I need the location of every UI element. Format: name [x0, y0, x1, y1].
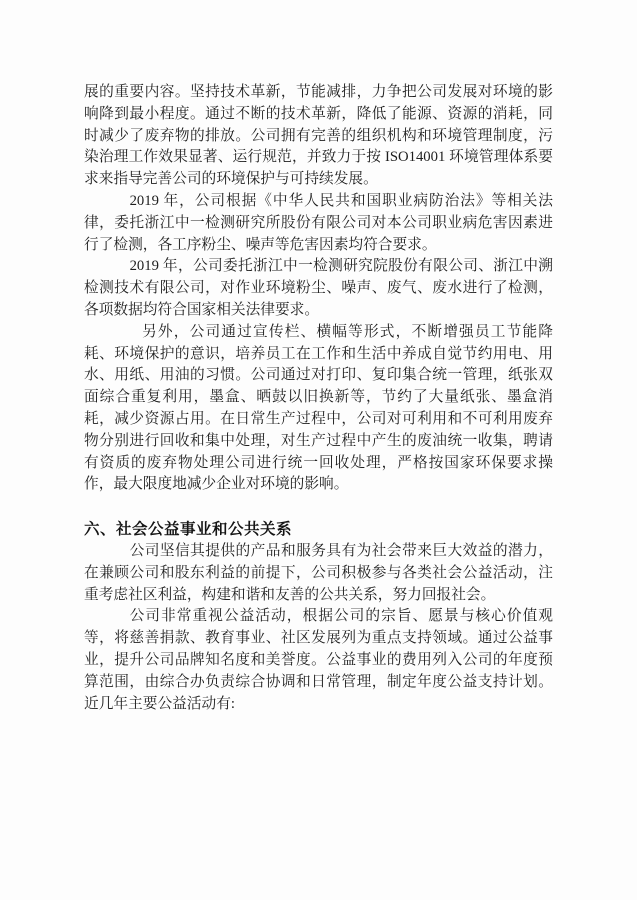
paragraph-social-benefit-commitment: 公司坚信其提供的产品和服务具有为社会带来巨大效益的潜力，在兼顾公司和股东利益的前提下，公司积极参与各类社会公益活动，注重考虑社区利益，构建和谐和友善的公共关系，努力回报社会。 — [84, 542, 553, 603]
paragraph-work-environment-testing: 2019 年，公司委托浙江中一检测研究院股份有限公司、浙江中溯检测技术有限公司，对作业环境粉尘、噪声、废气、废水进行了检测，各项数据均符合国家相关法律要求。 — [84, 258, 553, 318]
paragraph-energy-saving-recycling: 另外，公司通过宣传栏、横幅等形式，不断增强员工节能降耗、环境保护的意识，培养员工在工作和生活中养成自觉节约用电、用水、用纸、用油的习惯。公司通过对打印、复印集合统一管理，纸张双面综合重复利用，墨盒、晒鼓以旧换新等，节约了大量纸张、墨盒消耗，减少资源占用。在日常生产过程中，公司对可利用和不可利用废弃物分别进行回收和集中处理，对生产过程中产生的废油统一收集，聘请有资质的废弃物处理公司进行统一回收处理，严格按国家环保要求操作，最大限度地减少企业对环境的影响。 — [84, 323, 553, 493]
paragraph-occupational-disease-testing: 2019 年，公司根据《中华人民共和国职业病防治法》等相关法律，委托浙江中一检测研究所股份有限公司对本公司职业病危害因素进行了检测，各工序粉尘、噪声等危害因素均符合要求。 — [84, 192, 553, 253]
paragraph-charity-activities: 公司非常重视公益活动，根据公司的宗旨、愿景与核心价值观等，将慈善捐款、教育事业、社区发展列为重点支持领域。通过公益事业，提升公司品牌知名度和美誉度。公益事业的费用列入公司的年度预算范围，由综合办负责综合协调和日常管理，制定年度公益支持计划。近几年主要公益活动有: — [84, 608, 553, 712]
section-heading-public-welfare: 六、社会公益事业和公共关系 — [84, 521, 293, 539]
paragraph-environment-continuation: 展的重要内容。坚持技术革新，节能减排，力争把公司发展对环境的影响降到最小程度。通过不断的技术革新，降低了能源、资源的消耗，同时减少了废弃物的排放。公司拥有完善的组织机构和环境管理制度，污染治理工作效果显著、运行规范，并致力于按 ISO14001 环境管理体系要求来指导完善公司的环境保护与可持续发展。 — [84, 84, 553, 188]
